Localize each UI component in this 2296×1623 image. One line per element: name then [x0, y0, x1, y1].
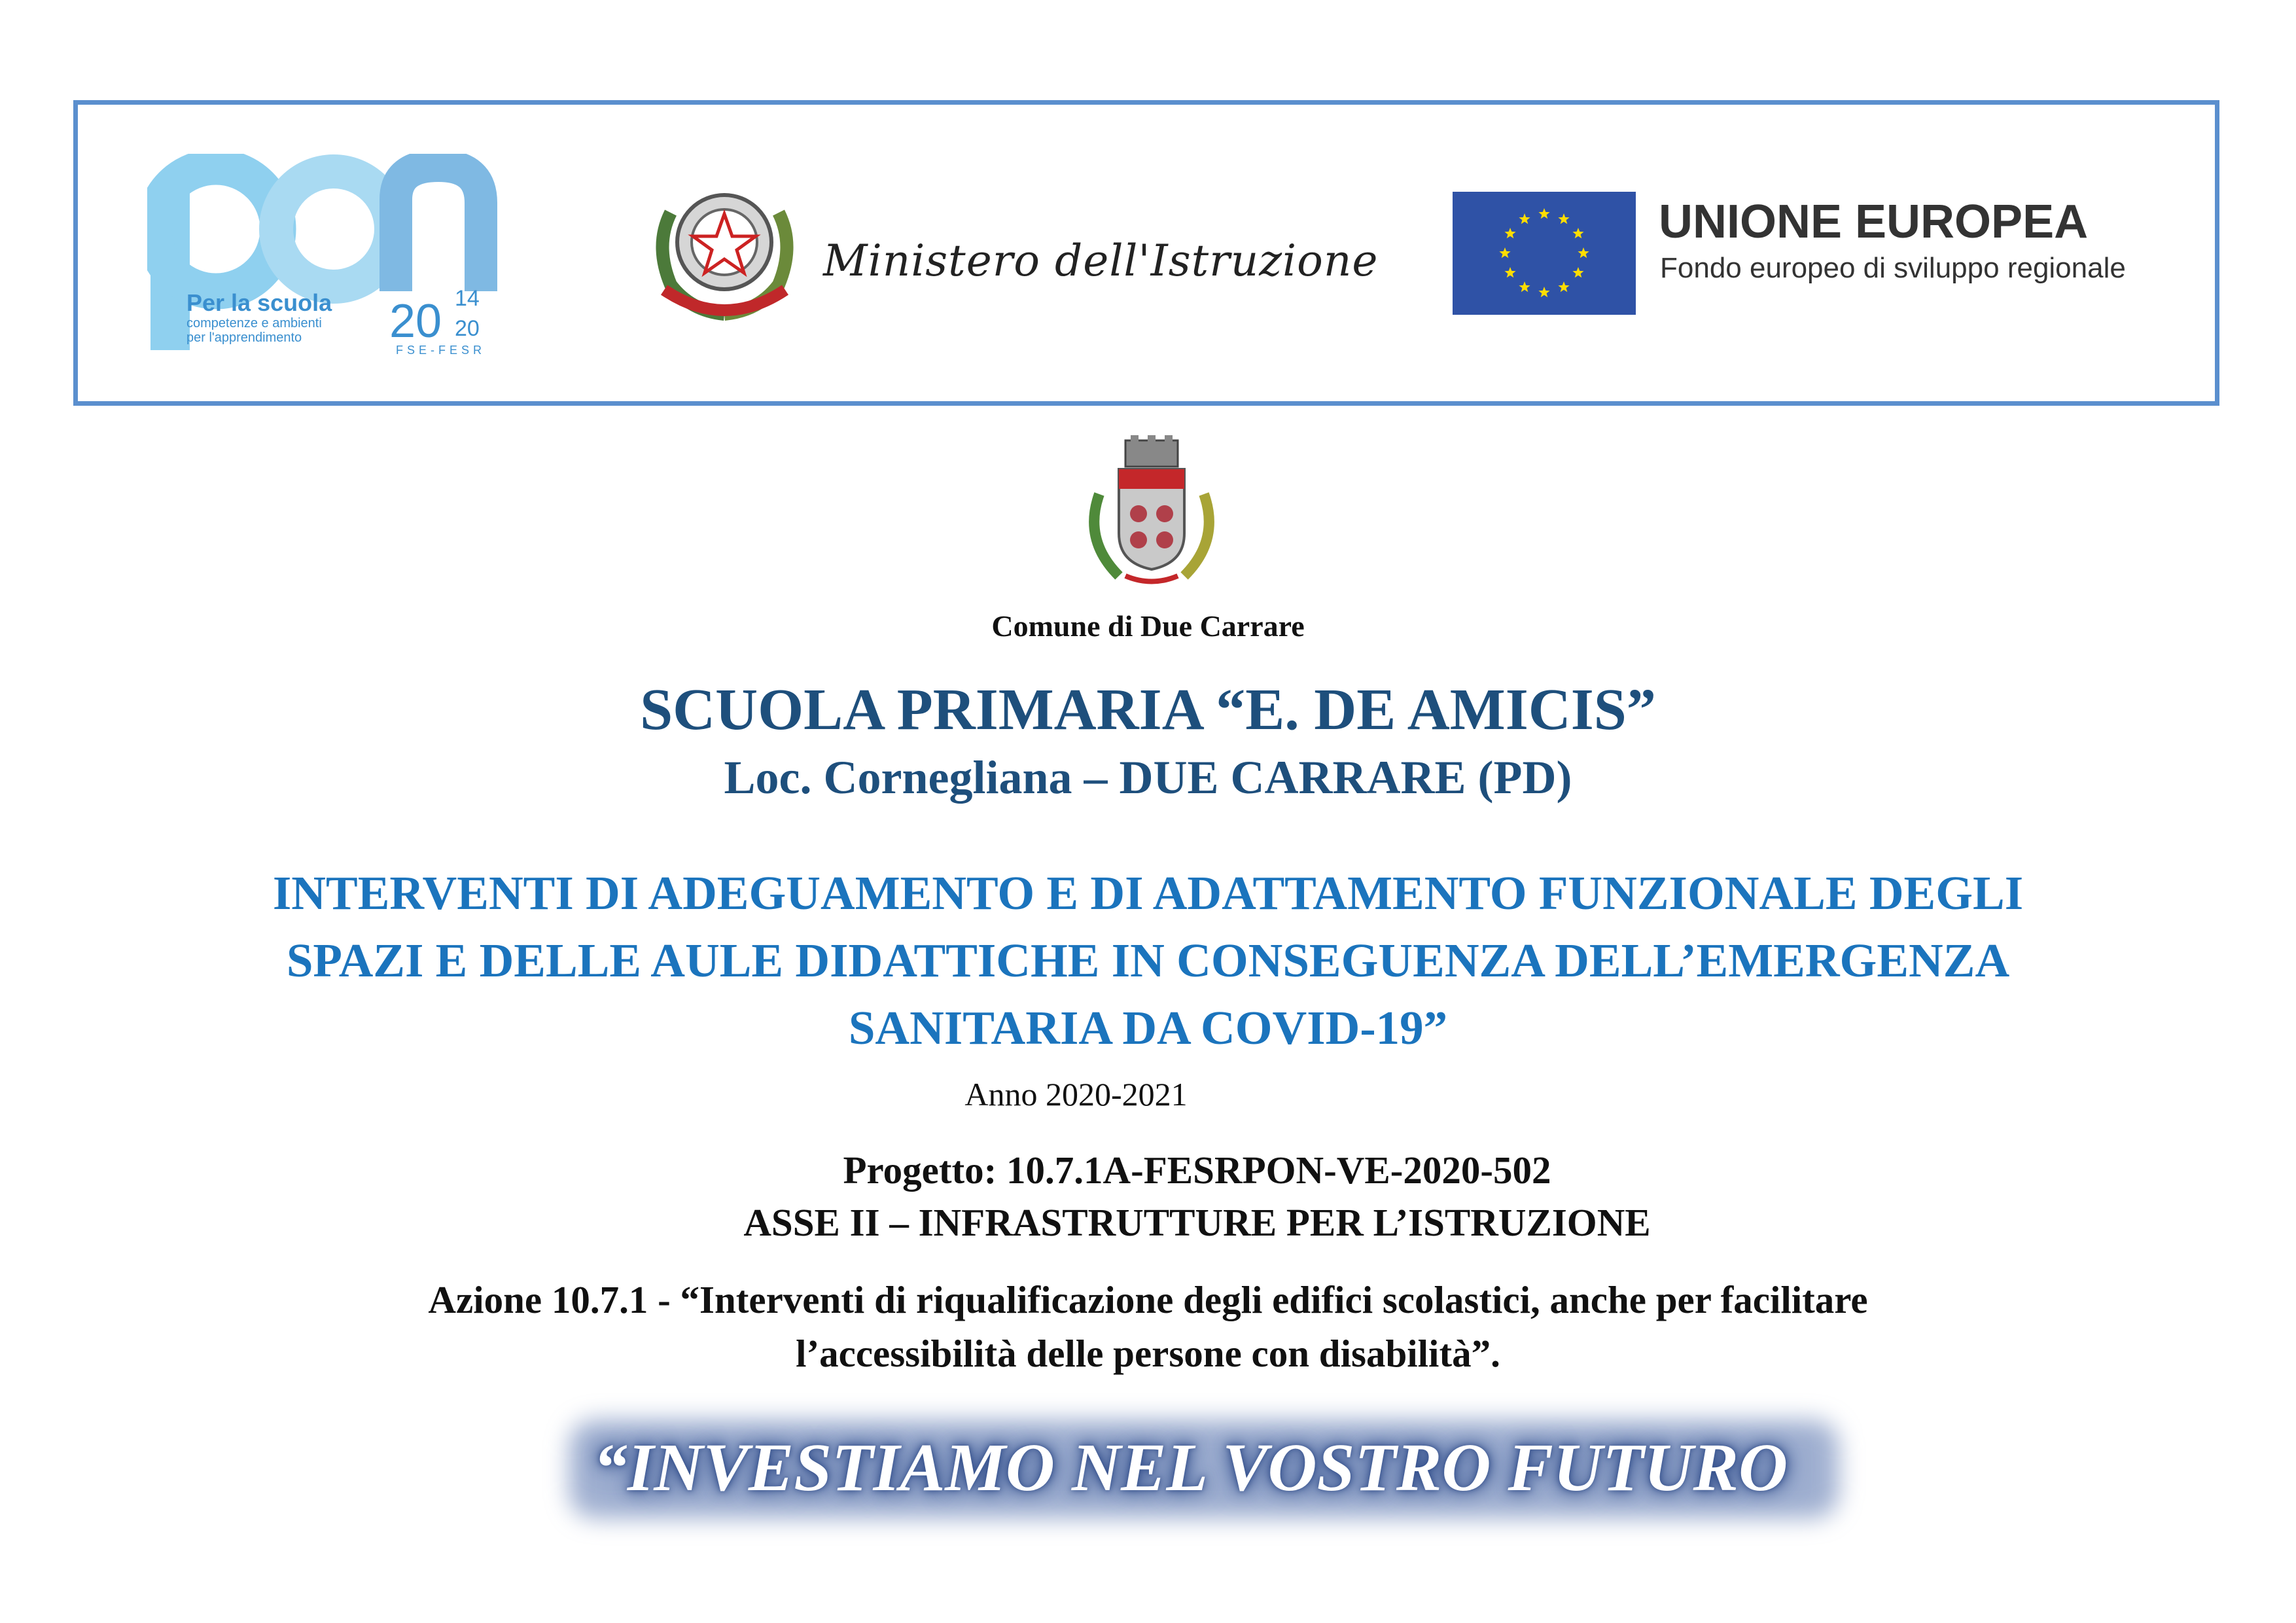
pon-tagline: Per la scuola [186, 289, 332, 316]
pon-year-a: 20 [389, 295, 442, 348]
interventi-line: SANITARIA DA COVID-19” [848, 1001, 1448, 1054]
pon-sub1: competenze e ambienti [186, 316, 322, 330]
interventi-line: SPAZI E DELLE AULE DIDATTICHE IN CONSEGUENZA DELL’EMERGENZA [286, 934, 2010, 987]
progetto-code: Progetto: 10.7.1A-FESRPON-VE-2020-502 [843, 1149, 1551, 1192]
anno-label: Anno 2020-2021 [964, 1076, 1188, 1113]
comune-name: Comune di Due Carrare [991, 609, 1305, 643]
pon-sub2: per l'apprendimento [186, 330, 302, 345]
interventi-line: INTERVENTI DI ADEGUAMENTO E DI ADATTAMENTO FUNZIONALE DEGLI [272, 866, 2024, 919]
azione-line: l’accessibilità delle persone con disabilità”. [796, 1332, 1500, 1375]
pon-year-c: 20 [455, 316, 480, 341]
pon-fund: FSE-FESR [396, 344, 486, 357]
eu-subtitle: Fondo europeo di sviluppo regionale [1660, 252, 2126, 284]
eu-title: UNIONE EUROPEA [1659, 196, 2089, 248]
progetto-block [49, 1144, 2296, 1249]
comune-coat-of-arms-icon [1080, 435, 1224, 592]
school-name: SCUOLA PRIMARIA “E. DE AMICIS” [640, 677, 1656, 742]
motto-text: “INVESTIAMO NEL VOSTRO FUTURO [593, 1430, 1788, 1505]
interventi-heading [0, 859, 2296, 1061]
asse-label: ASSE II – INFRASTRUTTURE PER L’ISTRUZIONE [743, 1201, 1651, 1244]
pon-year-b: 14 [455, 286, 480, 311]
eu-flag-icon [1453, 192, 1636, 315]
pon-logo [147, 154, 504, 357]
ministry-name: Ministero dell'Istruzione [823, 236, 1379, 286]
italian-republic-emblem-icon [651, 173, 798, 321]
school-location: Loc. Cornegliana – DUE CARRARE (PD) [724, 751, 1572, 804]
azione-block [0, 1273, 2296, 1380]
azione-line: Azione 10.7.1 - “Interventi di riqualificazione degli edifici scolastici, anche per facilitare [428, 1278, 1868, 1321]
